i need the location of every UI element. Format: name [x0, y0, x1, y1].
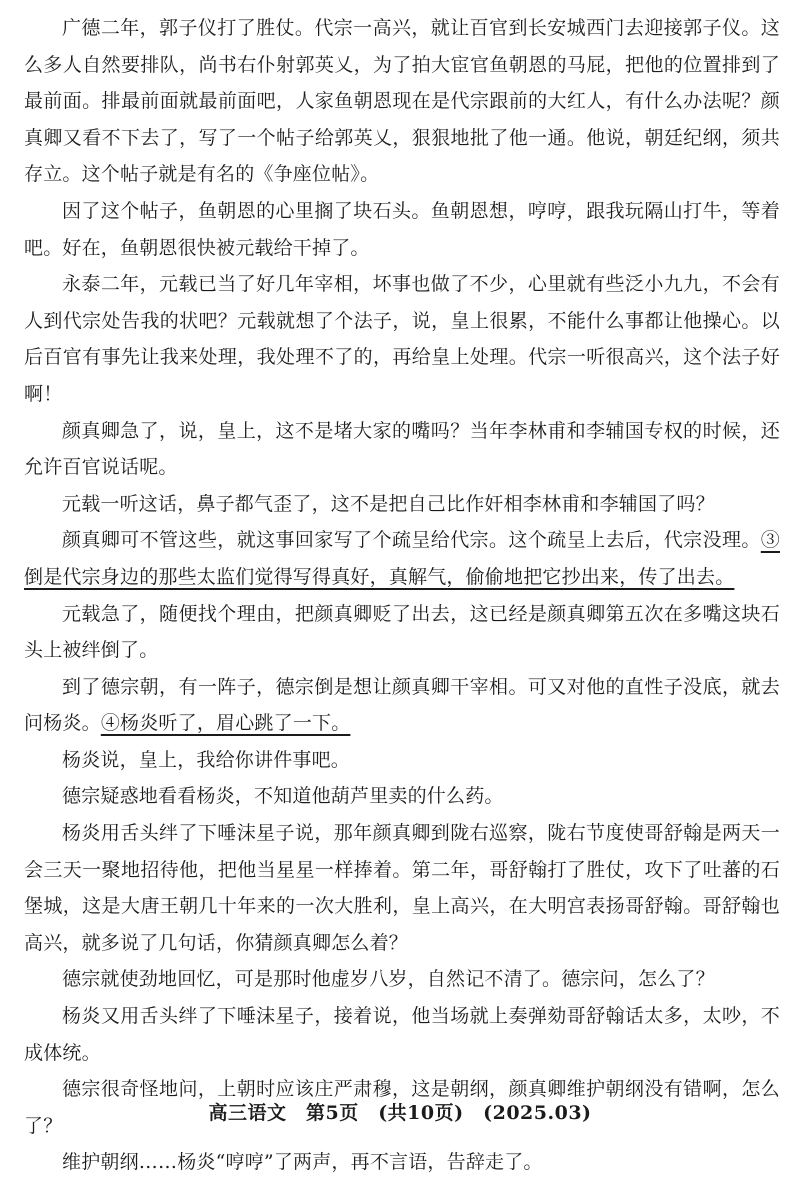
underlined-sentence-4: ④杨炎听了，眉心跳了一下。: [100, 712, 351, 735]
paragraph-1: 广德二年，郭子仪打了胜仗。代宗一高兴，就让百官到长安城西门去迎接郭子仪。这么多人自然要排队，尚书右仆射郭英乂，为了拍大宦官鱼朝恩的马屁，把他的位置排到了最前面。排最前面就最前面吧，人家鱼朝恩现在是代宗跟前的大红人，有什么办法呢？颜真卿又看不下去了，写了一个帖子给郭英乂，狠狠地批了他一通。他说，朝廷纪纲，须共存立。这个帖子就是有名的《争座位帖》。: [24, 17, 780, 186]
paragraph-15: 维护朝纲……杨炎“哼哼”了两声，再不言语，告辞走了。: [62, 1151, 543, 1174]
paragraph-7: 元载急了，随便找个理由，把颜真卿贬了出去，这已经是颜真卿第五次在多嘴这块石头上被绊倒了。: [24, 602, 780, 662]
underlined-sentence-3: ③倒是代宗身边的那些太监们觉得写得真好，真解气，偷偷地把它抄出来，传了出去。: [24, 529, 780, 588]
paragraph-12: 德宗就使劲地回忆，可是那时他虚岁八岁，自然记不清了。德宗问，怎么了？: [62, 968, 715, 991]
paragraph-4: 颜真卿急了，说，皇上，这不是堵大家的嘴吗？当年李林甫和李辅国专权的时候，还允许百官说话呢。: [24, 419, 780, 479]
paragraph-3: 永泰二年，元载已当了好几年宰相，坏事也做了不少，心里就有些泛小九九，不会有人到代宗处告我的状吧？元载就想了个法子，说，皇上很累，不能什么事都让他操心。以后百官有事先让我来处理，我处理不了的，再给皇上处理。代宗一听很高兴，这个法子好啊！: [24, 273, 780, 405]
paragraph-14: 德宗很奇怪地问，上朝时应该庄严肃穆，这是朝纲，颜真卿维护朝纲没有错啊，怎么了？: [24, 1078, 780, 1137]
paragraph-13: 杨炎又用舌头绊了下唾沫星子，接着说，他当场就上奏弹劾哥舒翰话太多，太吵，不成体统。: [24, 1005, 780, 1064]
paragraph-9: 杨炎说，皇上，我给你讲件事吧。: [62, 748, 351, 771]
paragraph-8: 到了德宗朝，有一阵子，德宗倒是想让颜真卿干宰相。可又对他的直性子没底，就去问杨炎。④杨炎听了，眉心跳了一下。: [24, 675, 780, 735]
paragraph-6: 颜真卿可不管这些，就这事回家写了个疏呈给代宗。这个疏呈上去后，代宗没理。③倒是代宗身边的那些太监们觉得写得真好，真解气，偷偷地把它抄出来，传了出去。: [24, 529, 780, 588]
paragraph-10: 德宗疑惑地看看杨炎，不知道他葫芦里卖的什么药。: [62, 785, 504, 808]
paragraph-2: 因了这个帖子，鱼朝恩的心里搁了块石头。鱼朝恩想，哼哼，跟我玩隔山打牛，等着吧。好在，鱼朝恩很快被元载给干掉了。: [24, 199, 780, 259]
page-footer: 高三语文 第5页 (共10页) (2025.03): [208, 1102, 592, 1124]
document-page: [24, 10, 780, 1181]
paragraph-11: 杨炎用舌头绊了下唾沫星子说，那年颜真卿到陇右巡察，陇右节度使哥舒翰是两天一会三天一聚地招待他，把他当星星一样捧着。第二年，哥舒翰打了胜仗，攻下了吐蕃的石堡城，这是大唐王朝几十年来的一次大胜利，皇上高兴，在大明宫表扬哥舒翰。哥舒翰也高兴，就多说了几句话，你猜颜真卿怎么着？: [24, 822, 780, 954]
paragraph-5: 元载一听这话，鼻子都气歪了，这不是把自己比作奸相李林甫和李辅国了吗？: [62, 492, 715, 515]
